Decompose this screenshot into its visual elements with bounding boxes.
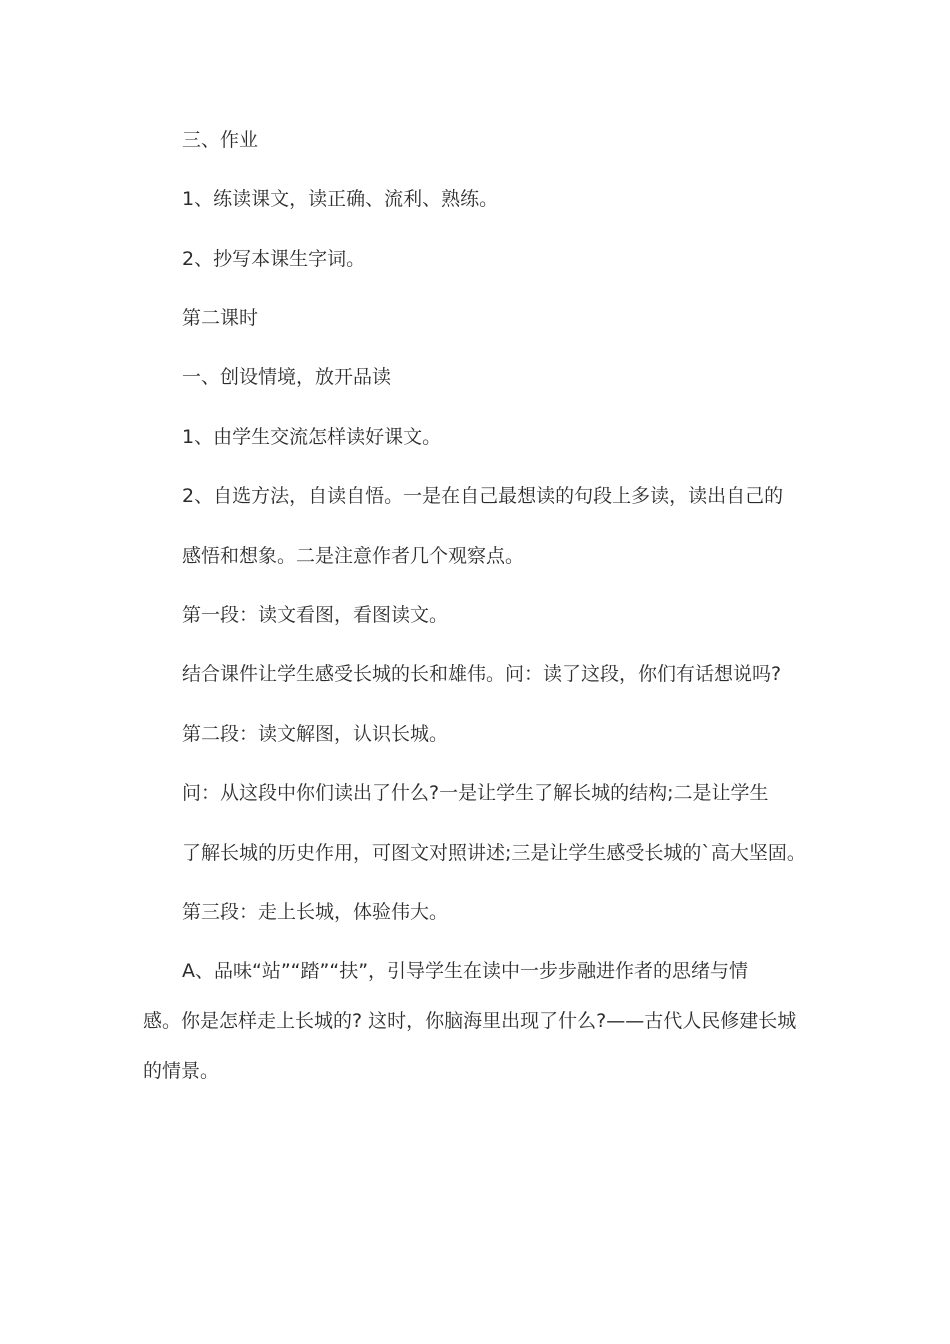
paragraph-continuation: 了解长城的历史作用，可图文对照讲述;三是让学生感受长城的`高大坚固。 (182, 842, 806, 864)
paragraph: 问：从这段中你们读出了什么?一是让学生了解长城的结构;二是让学生 (182, 782, 769, 804)
section-heading-homework: 三、作业 (182, 129, 259, 151)
paragraph: A、品味“站”“踏”“扶”，引导学生在读中一步步融进作者的思绪与情 (182, 960, 749, 982)
paragraph-continuation: 感悟和想象。二是注意作者几个观察点。 (182, 545, 525, 567)
lesson-heading: 第二课时 (182, 307, 259, 329)
paragraph: 第二段：读文解图，认识长城。 (182, 723, 449, 745)
paragraph: 第一段：读文看图，看图读文。 (182, 604, 449, 626)
paragraph: 2、自选方法，自读自悟。一是在自己最想读的句段上多读，读出自己的 (182, 485, 784, 507)
paragraph-continuation: 的情景。 (143, 1060, 220, 1082)
paragraph: 1、由学生交流怎样读好课文。 (182, 426, 442, 448)
section-heading: 一、创设情境，放开品读 (182, 366, 392, 388)
paragraph: 结合课件让学生感受长城的长和雄伟。问：读了这段，你们有话想说吗? (182, 663, 782, 685)
paragraph: 2、抄写本课生字词。 (182, 248, 366, 270)
paragraph: 第三段：走上长城，体验伟大。 (182, 901, 449, 923)
paragraph: 1、练读课文，读正确、流利、熟练。 (182, 188, 499, 210)
paragraph-continuation: 感。你是怎样走上长城的? 这时，你脑海里出现了什么?——古代人民修建长城 (143, 1010, 797, 1032)
